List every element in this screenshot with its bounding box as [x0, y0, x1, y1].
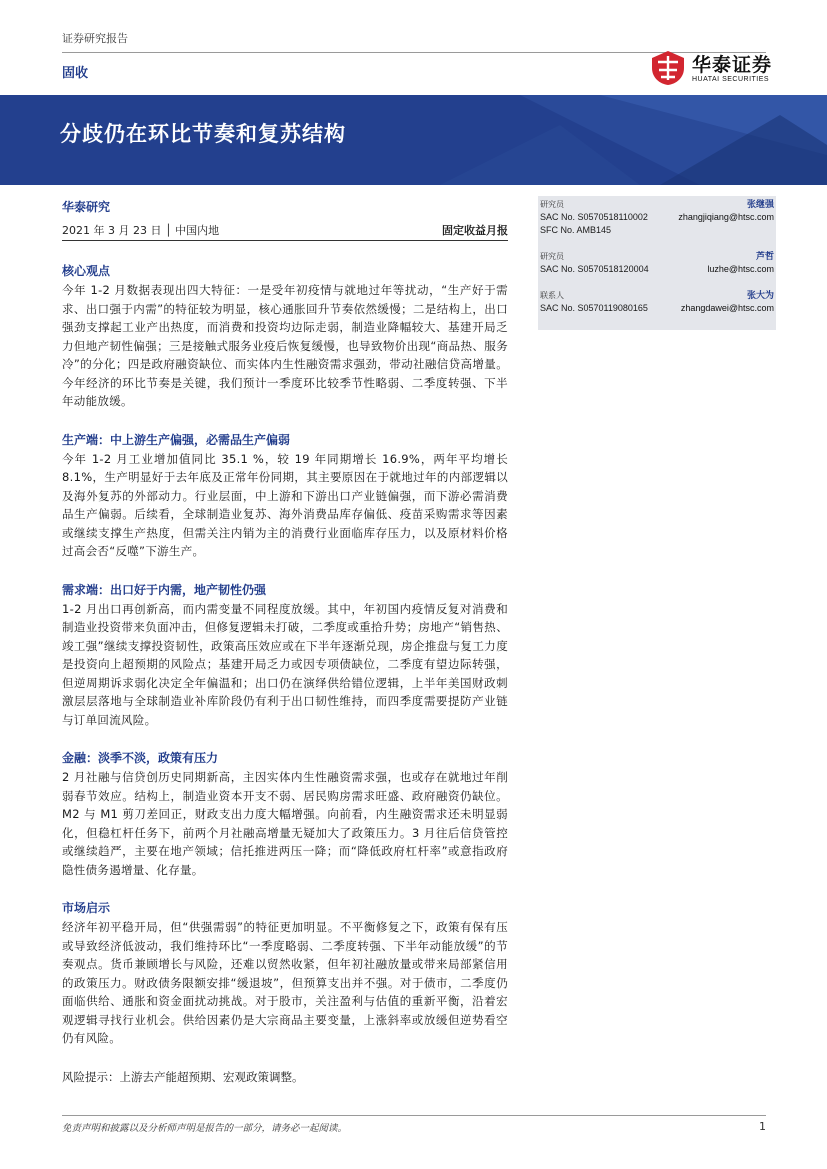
section-body: 2 月社融与信贷创历史同期新高，主因实体内生性融资需求强，也或存在就地过年削弱春节效应。结构上，制造业资本开支不弱、居民购房需求旺盛、政府融资仍缺位。M2 与 M1 剪刀差回正，财政支出力度大幅增强。向前看，内生融资需求还未明显弱化，但稳杠杆任务下，前两个月社融高增量无疑加大了政策压力。3 月往后信贷管控或继续趋严，主要在地产领域；信托推进两压一降；而“降低政府杠杆率”或意指政府隐性债务遏增量、化存量。 — [62, 770, 508, 877]
analyst-email: zhangdawei@htsc.com — [680, 303, 774, 313]
analyst-role-row — [540, 199, 774, 210]
report-type-label: 证券研究报告 — [62, 32, 128, 45]
analyst-line — [540, 264, 774, 275]
analyst-sidebar — [538, 196, 776, 330]
analyst-email: luzhe@htsc.com — [707, 264, 774, 274]
huatai-logo-icon — [650, 50, 686, 86]
analyst-name: 芦哲 — [755, 251, 774, 261]
section-heading: 生产端：中上游生产偏强，必需品生产偏弱 — [62, 432, 291, 447]
report-title: 分歧仍在环比节奏和复苏结构 — [60, 122, 346, 146]
analyst-role-row — [540, 290, 774, 301]
analyst-sac: SAC No. S0570518110002 — [540, 212, 648, 222]
section-body: 经济年初平稳开局，但“供强需弱”的特征更加明显。不平衡修复之下，政策有保有压或导致经济低波动，我们维持环比“一季度略弱、二季度转强、下半年动能放缓”的节奏观点。货币兼顾增长与风险，还难以贸然收紧，但年初社融放量或带来局部紧信用的政策压力。财政债务限额安排“缓退坡”，但预算支出并不强。对于债市，二季度仍面临供给、通胀和资金面扰动挑战。对于股市，关注盈利与估值的重新平衡，沿着宏观逻辑寻找行业机会。供给因素仍是大宗商品主要变量，上涨斜率或放缓但逆势看空仍有风险。 — [62, 920, 508, 1045]
footer-divider — [62, 1115, 766, 1116]
analyst-name: 张大为 — [746, 290, 774, 300]
section-tag: 固收 — [62, 66, 89, 81]
section-body: 1-2 月出口再创新高，而内需变量不同程度放缓。其中，年初国内疫情反复对消费和制造业投资带来负面冲击，但修复逻辑未打破，二季度或重拾升势；房地产“销售热、竣工强”继续支撑投资韧性，政策高压效应或在下半年逐渐兑现，房企推盘与复工力度是投资向上超预期的风险点；基建开局乏力或因专项债缺位，二季度有望边际转强，但逆周期诉求弱化决定全年偏温和；出口仍在演绎供给错位逻辑，上半年美国财政刺激层层落地与全球制造业补库阶段仍有利于出口韧性维持，而四季度需要提防产业链与订单回流风险。 — [62, 601, 508, 727]
date-divider — [62, 240, 508, 241]
analyst-role: 联系人 — [540, 291, 564, 300]
page-number: 1 — [759, 1120, 766, 1133]
brand-name: 华泰研究 — [62, 200, 111, 214]
analyst-name: 张继强 — [746, 199, 774, 209]
date-region: 2021 年 3 月 23 日 │ 中国内地 — [62, 224, 220, 237]
analyst-role: 研究员 — [540, 200, 564, 209]
analyst-sfc: SFC No. AMB145 — [540, 225, 612, 235]
risk-note: 风险提示：上游去产能超预期、宏观政策调整。 — [62, 1069, 304, 1084]
document-type: 固定收益月报 — [442, 224, 508, 237]
analyst-email: zhangjiqiang@htsc.com — [678, 212, 774, 222]
analyst-sac: SAC No. S0570119080165 — [540, 303, 648, 313]
section-heading: 金融：淡季不淡，政策有压力 — [62, 751, 219, 765]
section-heading: 核心观点 — [62, 264, 111, 278]
huatai-logo — [650, 50, 785, 90]
analyst-line — [540, 225, 774, 236]
logo-text-cn: 华泰证券 — [692, 54, 773, 76]
section-heading: 需求端：出口好于内需，地产韧性仍强 — [62, 582, 267, 597]
analyst-role: 研究员 — [540, 252, 564, 261]
section-body: 今年 1-2 月工业增加值同比 35.1 %，较 19 年同期增长 16.9%，两年平均增长 8.1%，生产明显好于去年底及正常年份同期，其主要原因在于就地过年的内部逻辑以及海外复苏的外部动力。行业层面，中上游和下游出口产业链偏强，而下游必需消费品生产偏弱。后续看，全球制造业复苏、海外消费品库存偏低、疫苗采购需求等因素或继续支撑生产热度，但需关注内销为主的消费行业面临库存压力，以及原材料价格过高会否“反噬”下游生产。 — [62, 451, 508, 558]
footer-disclaimer: 免责声明和披露以及分析师声明是报告的一部分，请务必一起阅读。 — [62, 1123, 348, 1134]
analyst-sac: SAC No. S0570518120004 — [540, 264, 649, 274]
main-content — [62, 262, 508, 1086]
analyst-line — [540, 212, 774, 223]
analyst-line — [540, 303, 774, 314]
section-body: 今年 1-2 月数据表现出四大特征：一是受年初疫情与就地过年等扰动，“生产好于需求、出口强于内需”的特征较为明显，核心通胀回升节奏依然缓慢；二是结构上，出口强劲支撑起工业产出热度，而消费和投资均边际走弱，制造业降幅较大、基建开局乏力但地产韧性偏强；三是接触式服务业疫后恢复缓慢，也导致物价出现“商品热、服务冷”的分化；四是政府融资缺位、而实体内生性融资需求强劲，带动社融信贷高增量。今年经济的环比节奏是关键，我们预计一季度环比较季节性略弱、二季度转强、下半年动能放缓。 — [62, 283, 508, 408]
analyst-role-row — [540, 251, 774, 262]
logo-text-en: HUATAI SECURITIES — [692, 76, 770, 83]
section-heading: 市场启示 — [62, 901, 111, 915]
